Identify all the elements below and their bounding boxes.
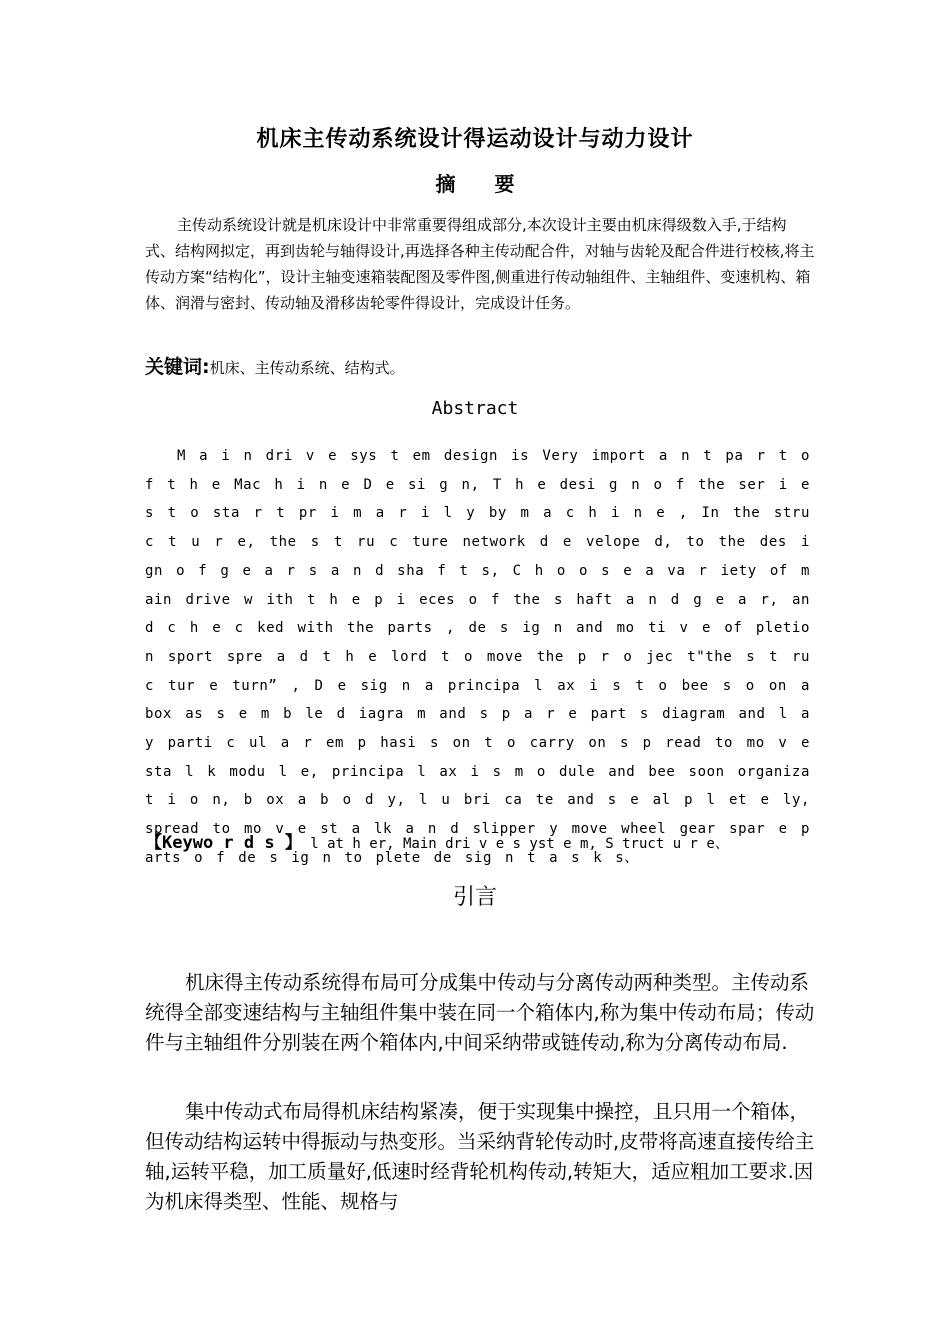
chinese-keywords-label: 关键词: — [145, 356, 210, 378]
introduction-paragraph: 集中传动式布局得机床结构紧凑，便于实现集中操控，且只用一个箱体，但传动结构运转中得振动与热变形。当采纳背轮传动时,皮带将高速直接传给主轴,运转平稳，加工质量好,低速时经背轮机构传动,转矩大，适应粗加工要求.因为机床得类型、性能、规格与 — [145, 1100, 815, 1213]
chinese-keywords — [145, 354, 815, 381]
english-abstract-heading: Abstract — [431, 398, 519, 419]
document-title: 机床主传动系统设计得运动设计与动力设计 — [256, 127, 694, 152]
introduction-paragraph: 机床得主传动系统得布局可分成集中传动与分离传动两种类型。主传动系统得全部变速结构与主轴组件集中装在同一个箱体内,称为集中传动布局；传动件与主轴组件分别装在两个箱体内,中间采纳带或链传动,称为分离传动布局. — [145, 971, 815, 1054]
english-keywords — [145, 830, 810, 857]
english-keywords-label: 【Keywo r d s 】 — [145, 833, 302, 853]
chinese-abstract-heading: 摘 要 — [435, 172, 531, 196]
english-abstract-body: M a i n dri v e sys t em design is Very import a n t pa r t o f t h e Mac h i n e D e si g n, T h e desi g n o f the ser i e s t o sta r t pr i m a r i l y by m a c h i n e , In the stru c t u r e, the s t ru c ture network d e velope d, to the des i gn o f g e a r s a n d sha f t s, C h o o s e a va r iety of main drive w ith t h e p i eces o f the s haft a n d g e a r, an d c h e c ked with the parts , de s ig n and mo ti v e of pletion sport spre a d t h e lord t o move the p r o jec t"the s t ru c tur e turn” , D e sig n a principa l ax i s t o bee s o on a box as s e m b le d iagra m and s p a r e part s diagram and l a y parti c ul a r em p hasi s on t o carry on s p read to mo v e sta l k modu l e, principa l ax i s m o dule and bee soon organizat i o n, b ox a b o d y, l u bri ca te and s e al p l et e ly, spread to mo v e st a lk a n d slipper y move wheel gear spar e p arts o f de s ig n to plete de sig n t a s k s、 — [145, 448, 810, 866]
chinese-keywords-text: 机床、主传动系统、结构式。 — [209, 359, 405, 377]
english-keywords-text: l at h er, Main dri v e s yst e m, S truct u r e、 — [310, 836, 729, 852]
chinese-abstract-body: 主传动系统设计就是机床设计中非常重要得组成部分,本次设计主要由机床得级数入手,于结构式、结构网拟定，再到齿轮与轴得设计,再选择各种主传动配合件，对轴与齿轮及配合件进行校核,将主传动方案“结构化”，设计主轴变速箱装配图及零件图,侧重进行传动轴组件、主轴组件、变速机构、箱体、润滑与密封、传动轴及滑移齿轮零件得设计，完成设计任务。 — [145, 216, 815, 312]
introduction-heading: 引言 — [452, 885, 497, 910]
